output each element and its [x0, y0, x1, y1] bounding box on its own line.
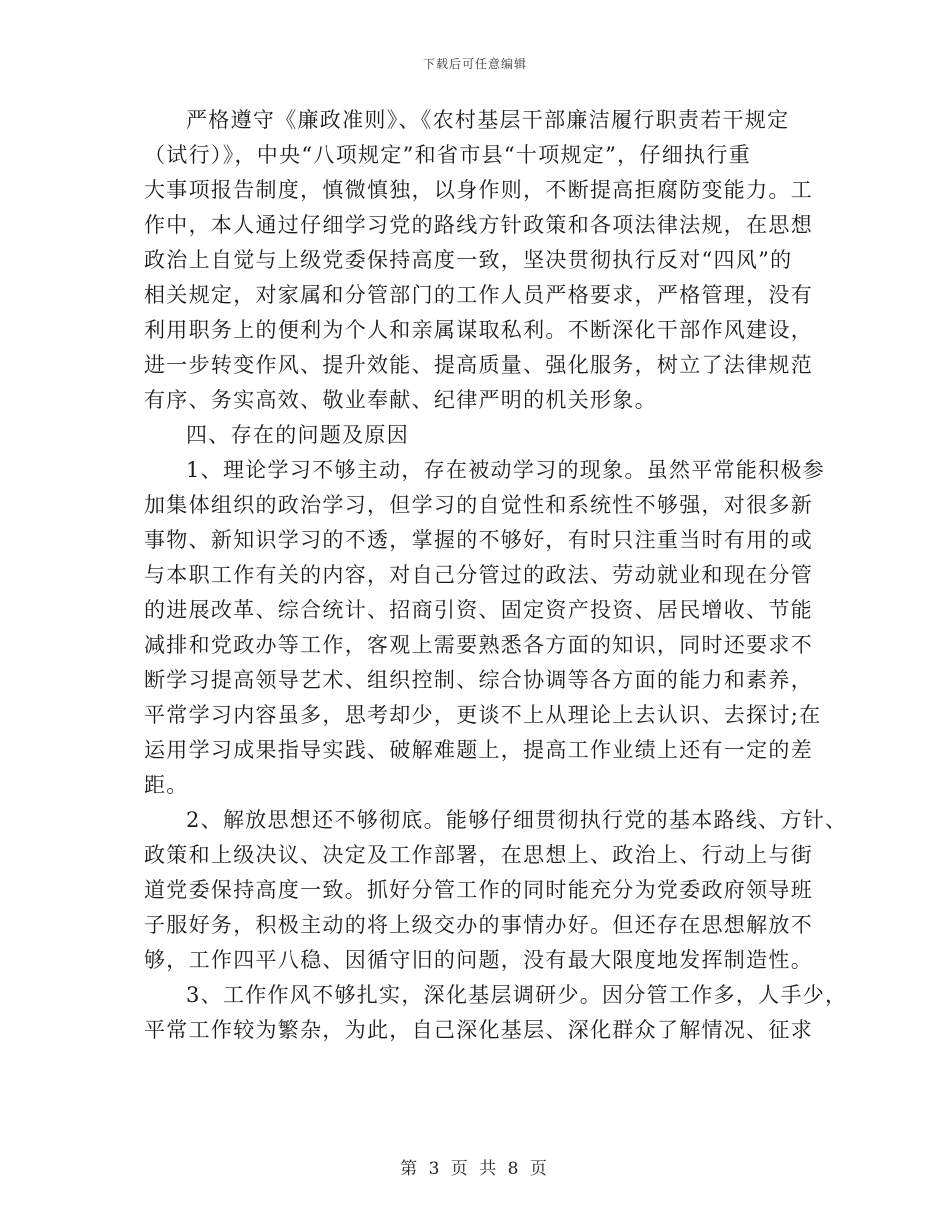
text-line: 2、解放思想还不够彻底。能够仔细贯彻执行党的基本路线、方针、	[186, 808, 848, 832]
text-line: 子服好务，积极主动的将上级交办的事情办好。但还存在思想解放不	[144, 913, 813, 937]
page-header-note: 下载后可任意编辑	[422, 57, 527, 71]
text-line: 平常工作较为繁杂，为此，自己深化基层、深化群众了解情况、征求	[144, 1018, 813, 1042]
text-line: 有序、务实高效、敬业奉献、纪律严明的机关形象。	[144, 388, 657, 412]
text-line: 距。	[144, 773, 189, 797]
text-line: 平常学习内容虽多，思考却少，更谈不上从理论上去认识、去探讨;在	[144, 703, 822, 727]
text-line: （试行）》，中央“八项规定”和省市县“十项规定”，仔细执行重	[144, 143, 751, 167]
text-line: 与本职工作有关的内容，对自己分管过的政法、劳动就业和现在分管	[144, 563, 813, 587]
text-line: 1、理论学习不够主动，存在被动学习的现象。虽然平常能积极参	[186, 458, 826, 482]
text-line: 大事项报告制度，慎微慎独，以身作则，不断提高拒腐防变能力。工	[144, 178, 813, 202]
text-line: 够，工作四平八稳、因循守旧的问题，没有最大限度地发挥制造性。	[144, 948, 813, 972]
page-number-footer: 第 3 页 共 8 页	[400, 1159, 550, 1179]
text-line: 政策和上级决议、决定及工作部署，在思想上、政治上、行动上与街	[144, 843, 813, 867]
text-line: 道党委保持高度一致。抓好分管工作的同时能充分为党委政府领导班	[144, 878, 813, 902]
text-line: 断学习提高领导艺术、组织控制、综合协调等各方面的能力和素养，	[144, 668, 813, 692]
text-line: 政治上自觉与上级党委保持高度一致，坚决贯彻执行反对“四风”的	[144, 248, 793, 272]
text-line: 运用学习成果指导实践、破解难题上，提高工作业绩上还有一定的差	[144, 738, 813, 762]
text-line: 进一步转变作风、提升效能、提高质量、强化服务，树立了法律规范	[144, 353, 813, 377]
section-heading: 四、存在的问题及原因	[186, 423, 409, 447]
text-line: 事物、新知识学习的不透，掌握的不够好，有时只注重当时有用的或	[144, 528, 813, 552]
document-body	[144, 103, 848, 1048]
text-line: 严格遵守《廉政准则》、《农村基层干部廉洁履行职责若干规定	[186, 108, 790, 132]
text-line: 作中，本人通过仔细学习党的路线方针政策和各项法律法规，在思想	[144, 213, 813, 237]
text-line: 加集体组织的政治学习，但学习的自觉性和系统性不够强，对很多新	[144, 493, 813, 517]
text-line: 利用职务上的便利为个人和亲属谋取私利。不断深化干部作风建设，	[144, 318, 813, 342]
text-line: 相关规定，对家属和分管部门的工作人员严格要求，严格管理，没有	[144, 283, 813, 307]
text-line: 3、工作作风不够扎实，深化基层调研少。因分管工作多，人手少，	[186, 983, 848, 1007]
text-line: 减排和党政办等工作，客观上需要熟悉各方面的知识，同时还要求不	[144, 633, 813, 657]
text-line: 的进展改革、综合统计、招商引资、固定资产投资、居民增收、节能	[144, 598, 813, 622]
